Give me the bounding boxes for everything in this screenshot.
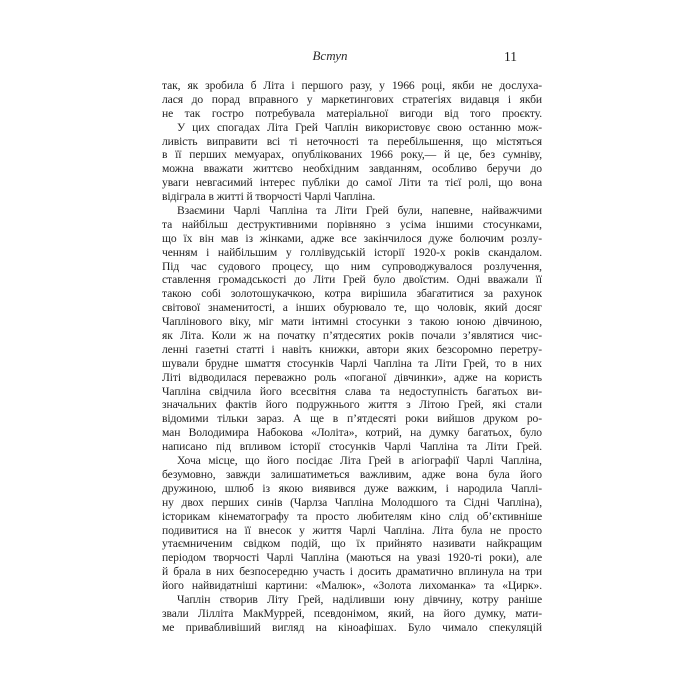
text-line: ченням і найбільшим у голлівудській історії 1920-х років скандалом. (162, 245, 542, 259)
text-line: Під час судового процесу, що ним супроводжувалося розлучення, (162, 259, 542, 273)
text-line: ставлення громадськості до Літи Грей було двоїстим. Одні вважали її (162, 273, 542, 287)
text-line: та найбільш деструктивними порівняно з усіма іншими стосунками, (162, 217, 542, 231)
text-line: звали Лілліта МакМуррей, псевдонімом, який, на його думку, мати- (162, 606, 542, 620)
text-line: історикам кінематографу та просто любителям кіно слід об’єктивніше (162, 509, 542, 523)
text-line: Літі відводилася переважно роль «поганої дівчинки», адже на користь (162, 370, 542, 384)
text-line: Взаємини Чарлі Чапліна та Літи Грей були, напевне, найважчими (177, 204, 542, 218)
text-line: уваги невгасимий інтерес публіки до самої Літи та тієї ролі, що вона (162, 176, 542, 190)
text-line: світової знаменитості, а інших обурювало те, що чоловік, який досяг (162, 301, 542, 315)
text-line: можна вважати життєво необхідним завданням, особливо беручи до (162, 162, 542, 176)
text-line: безумовно, завжди залишатиметься важливим, адже вона була його (162, 467, 542, 481)
text-line: його найвидатніші картини: «Малюк», «Золота лихоманка» та «Цирк». (162, 579, 542, 593)
text-line: ме привабливіший вигляд на кіноафішах. Було чимало спекуляцій (162, 620, 542, 634)
text-line: ленні газетні статті і навіть книжки, автори яких безсоромно перетру- (162, 342, 542, 356)
text-line: ливість виправити всі ті неточності та перебільшення, що містяться (162, 134, 542, 148)
body-text (162, 79, 542, 635)
text-line: лася до порад вправного у маркетингових стратегіях видавця і якби (162, 92, 542, 106)
text-line: що їх він мав із жінками, адже все закінчилося дуже болючим розлу- (162, 231, 542, 245)
text-line: значальних фактів його подружнього життя з Літою Грей, які стали (162, 398, 542, 412)
text-line: утаємниченим свідком подій, що їх прийнято називати найкращим (162, 537, 542, 551)
text-line: ну двох перших синів (Чарлза Чапліна Молодшого та Сідні Чапліна), (162, 495, 542, 509)
text-line: періодом творчості Чарлі Чапліна (маються на увазі 1920-ті роки), але (162, 551, 542, 565)
page-number: 11 (504, 49, 517, 64)
text-line: такою собі золотошукачкою, котра вирішила збагатитися за рахунок (162, 287, 542, 301)
text-line: Чаплін створив Літу Грей, наділивши юну дівчину, котру раніше (177, 592, 542, 606)
text-line: подивитися на її внесок у життя Чарлі Чапліна. Літа була не просто (162, 523, 542, 537)
text-line: так, як зробила б Літа і першого разу, у 1966 році, якби не дослуха- (162, 79, 542, 92)
text-line: Чаплінового віку, міг мати інтимні стосунки з такою юною дівчиною, (162, 315, 542, 329)
text-line: як Літа. Коли ж на початку п’ятдесятих років почали з’являтися чис- (162, 329, 542, 343)
text-line: Хоча місце, що його посідає Літа Грей в агіографії Чарлі Чапліна, (177, 454, 542, 468)
text-line: не так гостро потребувала матеріальної вигоди від того проєкту. (162, 106, 542, 120)
text-line: дружиною, шлюб із якою виявився дуже важким, і народила Чаплі- (162, 481, 542, 495)
text-line: написано під впливом історії стосунків Чарлі Чапліна та Літи Грей. (162, 440, 542, 454)
text-line: відіграла в житті й творчості Чарлі Чапліна. (162, 190, 376, 204)
running-title: Вступ (312, 48, 348, 63)
text-line: в її перших мемуарах, опублікованих 1966 року,— й це, без сумніву, (162, 148, 542, 162)
text-line: Чапліна свідчила його всесвітня слава та недоступність багатьох ви- (162, 384, 542, 398)
page-header (0, 0, 700, 70)
text-line: ман Володимира Набокова «Лоліта», котрий, на думку багатьох, було (162, 426, 542, 440)
text-line: відомими тільки зараз. А ще в п’ятдесяті роки вийшов друком ро- (162, 412, 542, 426)
text-line: У цих спогадах Літа Грей Чаплін використовує свою останню мож- (177, 120, 542, 134)
text-line: шували брудне шмаття стосунків Чарлі Чапліна та Літи Грей, то в них (162, 356, 542, 370)
text-line: й брала в них безпосередню участь і досить драматично вплинула на три (162, 565, 542, 579)
